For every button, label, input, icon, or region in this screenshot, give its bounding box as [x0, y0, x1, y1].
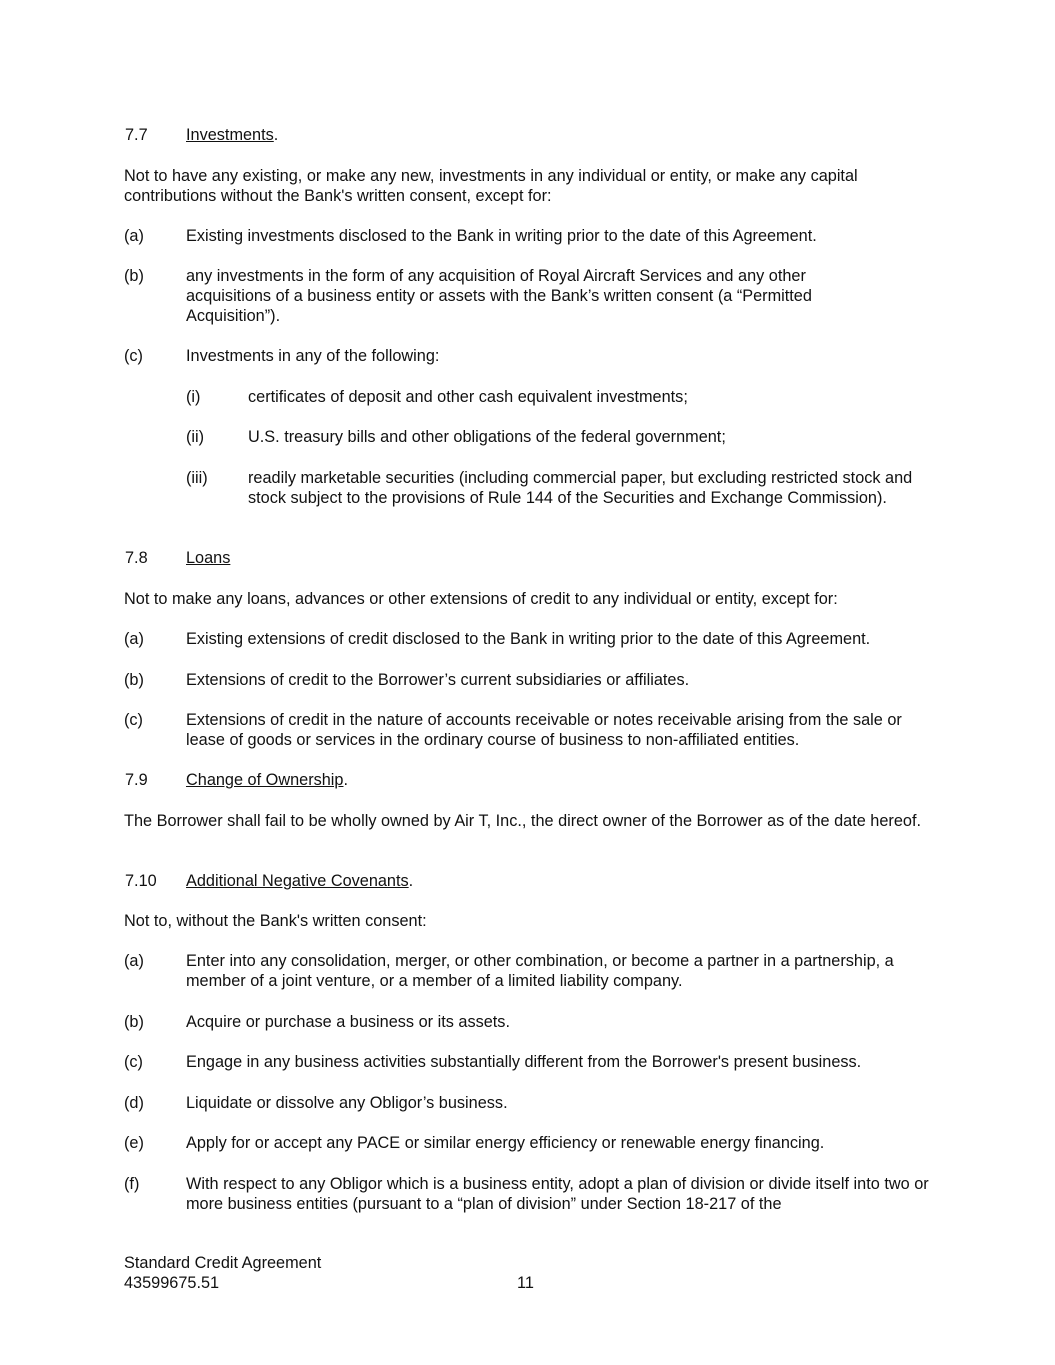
list-item-text: Extensions of credit in the nature of accounts receivable or notes receivable arising from the sale or lease of goods or services in the ordinary course of business to non-affiliated entities.: [186, 711, 902, 749]
section-7-10-intro: Not to, without the Bank's written consent:: [124, 912, 427, 930]
section-7-8-intro: Not to make any loans, advances or other extensions of credit to any individual or entity, except for:: [124, 590, 838, 608]
section-title: [186, 125, 278, 145]
list-item-label: (d): [124, 1094, 144, 1112]
list-item-text: Engage in any business activities substantially different from the Borrower's present business.: [186, 1053, 862, 1071]
list-item-label: (a): [124, 227, 144, 245]
list-item-label: (c): [124, 1053, 143, 1071]
list-item-text: any investments in the form of any acquisition of Royal Aircraft Services and any other acquisitions of a business entity or assets with the Bank’s written consent (a “Permitted Acquisition”).: [186, 267, 812, 325]
list-item-label: (a): [124, 630, 144, 648]
sub-item-label: (iii): [186, 469, 208, 487]
list-item-text: Existing investments disclosed to the Bank in writing prior to the date of this Agreement.: [186, 227, 817, 245]
footer-doc-info: [124, 1253, 321, 1293]
section-title: Loans: [186, 549, 231, 567]
list-item-label: (c): [124, 711, 143, 729]
list-item-label: (a): [124, 952, 144, 970]
sub-item-label: (ii): [186, 428, 205, 446]
section-title-suffix: .: [343, 771, 349, 789]
page-number: 11: [517, 1274, 534, 1292]
footer-doc-title: Standard Credit Agreement: [124, 1254, 322, 1272]
list-item-text: With respect to any Obligor which is a business entity, adopt a plan of division or divide itself into two or more business entities (pursuant to a “plan of division” under Section 18-217 of the: [186, 1175, 929, 1213]
section-number: 7.7: [125, 126, 148, 144]
list-item-text: Acquire or purchase a business or its assets.: [186, 1013, 510, 1031]
list-item-label: (b): [124, 267, 144, 285]
section-title-text: Investments: [186, 126, 274, 144]
sub-item-label: (i): [186, 388, 201, 406]
section-title-suffix: .: [408, 872, 414, 890]
sub-item-text: readily marketable securities (including commercial paper, but excluding restricted stock and stock subject to the provisions of Rule 144 of the Securities and Exchange Commission).: [248, 469, 913, 507]
section-title: [186, 871, 413, 891]
list-item-label: (e): [124, 1134, 144, 1152]
list-item-text: Enter into any consolidation, merger, or other combination, or become a partner in a partnership, a member of a joint venture, or a member of a limited liability company.: [186, 952, 894, 990]
section-title-text: Change of Ownership: [186, 771, 344, 789]
sub-item-text: U.S. treasury bills and other obligations of the federal government;: [248, 428, 726, 446]
section-number: 7.10: [125, 872, 157, 890]
list-item-label: (f): [124, 1175, 140, 1193]
section-title-text: Additional Negative Covenants: [186, 872, 409, 890]
sub-item-text: certificates of deposit and other cash equivalent investments;: [248, 388, 688, 406]
section-7-7-intro: Not to have any existing, or make any new, investments in any individual or entity, or make any capital contributions without the Bank's written consent, except for:: [124, 167, 858, 205]
list-item-label: (b): [124, 671, 144, 689]
list-item-text: Apply for or accept any PACE or similar energy efficiency or renewable energy financing.: [186, 1134, 825, 1152]
section-title: [186, 770, 348, 790]
list-item-text: Investments in any of the following:: [186, 347, 440, 365]
list-item-label: (c): [124, 347, 143, 365]
section-number: 7.9: [125, 771, 148, 789]
list-item-text: Existing extensions of credit disclosed to the Bank in writing prior to the date of this Agreement.: [186, 630, 871, 648]
section-title-suffix: .: [273, 126, 279, 144]
section-7-9-intro: The Borrower shall fail to be wholly owned by Air T, Inc., the direct owner of the Borrower as of the date hereof.: [124, 812, 921, 830]
footer-doc-number: 43599675.51: [124, 1274, 220, 1292]
list-item-text: Liquidate or dissolve any Obligor’s business.: [186, 1094, 508, 1112]
list-item-text: Extensions of credit to the Borrower’s current subsidiaries or affiliates.: [186, 671, 690, 689]
section-number: 7.8: [125, 549, 148, 567]
list-item-label: (b): [124, 1013, 144, 1031]
